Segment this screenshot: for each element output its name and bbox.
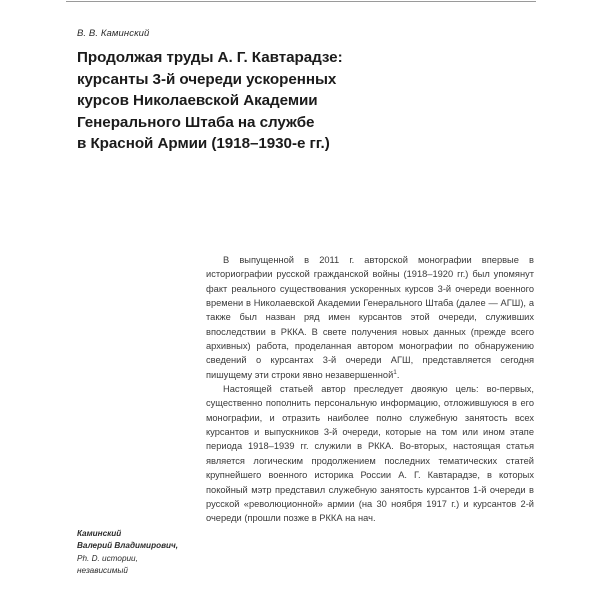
author-surname: Каминский: [77, 529, 122, 538]
paragraph-text: В выпущенной в 2011 г. авторской монографии впервые в историографии русской гражданской войны (1918–1920 гг.) был упомянут факт реального существования ускоренных курсов 3-й очереди военного времени в Николаевской Академии Генерального Штаба (далее — АГШ), а также был назван ряд имен курсантов этой очереди, служивших впоследствии в РККА. В свете получения новых данных (прежде всего архивных) работа, проделанная автором монографии по обнаружению сведений о курсантах 3-й очереди АГШ, представляется сегодня пишущему эти строки явно незавершенной: [206, 255, 534, 380]
page-title: [77, 47, 407, 155]
title-line: Генерального Штаба на службе: [77, 113, 315, 131]
title-line: курсов Николаевской Академии: [77, 92, 318, 109]
article-header: [77, 27, 407, 155]
body-paragraph: Настоящей статьей автор преследует двоякую цель: во-первых, существенно пополнить персональную информацию, отложившуюся в его монографии, и отразить наиболее полно служебную занятость всех курсантов и выпускников 3-й очереди, которые на том или ином этапе периода 1918–1939 гг. служили в РККА. Во-вторых, настоящая статья является логическим продолжением последних тематических статей крупнейшего военного историка России А. Г. Кавтарадзе, в которых покойный мэтр представил служебную занятость курсантов 1-й очереди в русской «революционной» армии (на 30 ноября 1917 г.) и курсантов 2-й очереди (прошли позже в РККА на нач.: [206, 384, 534, 524]
page-top-rule: [66, 1, 536, 2]
author-degree: Ph. D. истории,: [77, 553, 138, 563]
paragraph-tail: .: [396, 369, 400, 380]
author-given-names: Валерий Владимирович,: [77, 541, 179, 551]
body-paragraph: [206, 253, 534, 382]
title-line: Продолжая труды А. Г. Кавтарадзе:: [77, 49, 343, 66]
title-line: курсанты 3-й очереди ускоренных: [77, 70, 337, 88]
article-body-column: [206, 253, 534, 600]
article-byline: В. В. Каминский: [77, 28, 150, 39]
title-line: в Красной Армии (1918–1930-е гг.): [77, 135, 330, 152]
author-affiliation-note: [77, 528, 189, 578]
author-affiliation: независимый: [77, 566, 128, 576]
footnote-marker[interactable]: 1: [393, 368, 397, 376]
